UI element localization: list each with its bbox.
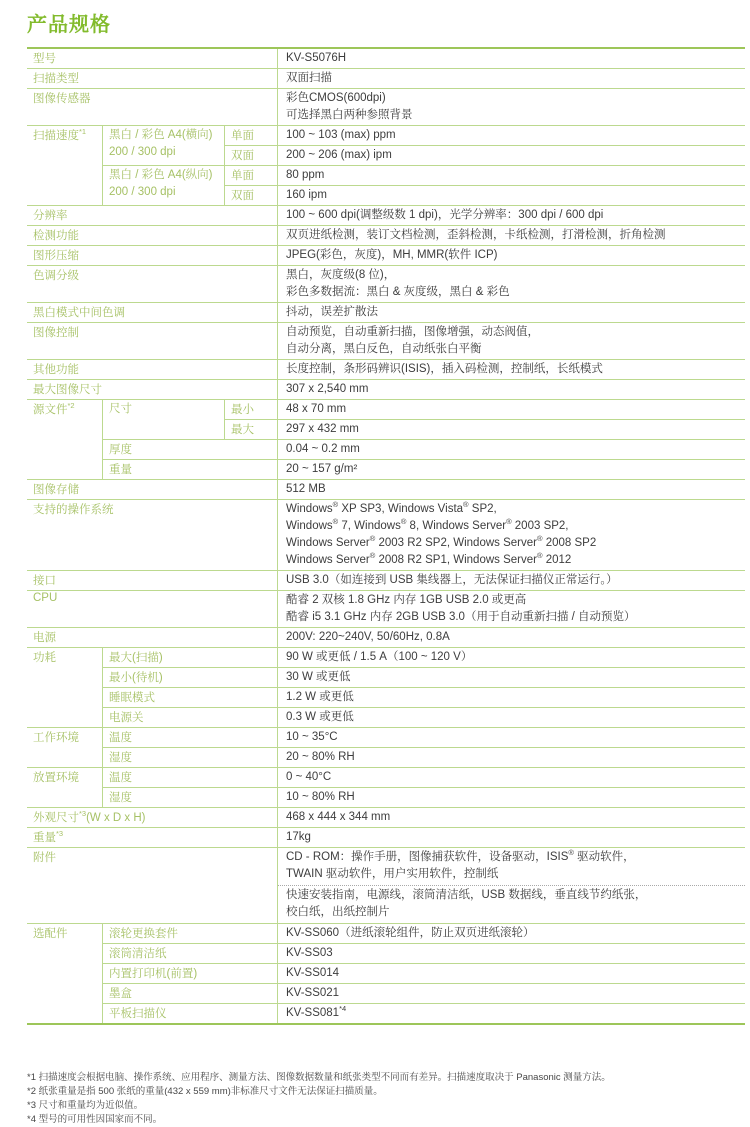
spec-row <box>27 88 745 125</box>
registered-mark: ® <box>506 517 512 527</box>
row-value: 17kg <box>286 831 311 843</box>
spec-row <box>27 807 745 827</box>
row-value: 297 x 432 mm <box>286 423 359 435</box>
row-value <box>278 848 745 923</box>
row-value: 10 ~ 80% RH <box>286 791 355 803</box>
row-label: 其他功能 <box>27 360 278 379</box>
sub-sub-label: 单面 <box>225 166 278 185</box>
registered-mark: ® <box>369 534 376 544</box>
sub-label: 黑白 / 彩色 A4(横向) 200 / 300 dpi <box>103 126 225 165</box>
spec-row <box>27 359 745 379</box>
row-value: 468 x 444 x 344 mm <box>286 811 391 823</box>
row-label: CPU <box>27 591 278 627</box>
registered-mark: ® <box>536 551 543 561</box>
row-value: KV-SS03 <box>286 947 333 959</box>
row-value: 100 ~ 103 (max) ppm <box>286 129 396 141</box>
spec-row <box>27 647 745 727</box>
spec-row <box>27 727 745 767</box>
spec-row <box>27 923 745 1023</box>
row-label: 扫描类型 <box>27 69 278 88</box>
sub-row <box>225 419 745 439</box>
row-value: KV-SS060（进纸滚轮组件，防止双页进纸滚轮） <box>286 927 535 939</box>
group-row <box>103 787 745 807</box>
row-value: 酷睿 2 双核 1.8 GHz 内存 1GB USB 2.0 或更高 酷睿 i5 3.1 GHz 内存 2GB USB 3.0（用于自动重新扫描 / 自动预览） <box>286 594 636 623</box>
row-value: 1.2 W 或更低 <box>286 691 354 703</box>
row-label: 选配件 <box>27 924 103 1023</box>
row-value: 0 ~ 40°C <box>286 771 332 783</box>
row-value: 100 ~ 600 dpi(调整级数 1 dpi)，光学分辨率：300 dpi / 600 dpi <box>286 209 604 221</box>
group-row <box>103 648 745 667</box>
row-value: 20 ~ 157 g/m² <box>286 463 358 475</box>
row-label: 放置环境 <box>27 768 103 807</box>
spec-row <box>27 499 745 570</box>
spec-row <box>27 399 745 479</box>
row-value: KV-S5076H <box>286 52 347 64</box>
sub-label: 平板扫描仪 <box>103 1004 278 1023</box>
row-value: 200 ~ 206 (max) ipm <box>286 149 392 161</box>
row-label: 检测功能 <box>27 226 278 245</box>
row-label: 黑白模式中间色调 <box>27 303 278 322</box>
spec-row <box>27 627 745 647</box>
row-value: 20 ~ 80% RH <box>286 751 355 763</box>
sub-label: 最大(扫描) <box>103 648 278 667</box>
row-value: 48 x 70 mm <box>286 403 347 415</box>
row-value: 双面扫描 <box>286 72 332 84</box>
row-value: 80 ppm <box>286 169 325 181</box>
row-value: 0.04 ~ 0.2 mm <box>286 443 360 455</box>
row-label: 分辨率 <box>27 206 278 225</box>
row-label: 工作环境 <box>27 728 103 767</box>
row-label: 型号 <box>27 49 278 68</box>
sub-row <box>225 400 745 419</box>
row-label: 外观尺寸$^{*3}$(W x D x H) <box>27 808 278 827</box>
group-row <box>103 126 745 165</box>
footnote: *3 尺寸和重量均为近似值。 <box>27 1100 144 1111</box>
sub-label: 湿度 <box>103 748 278 767</box>
spec-row <box>27 302 745 322</box>
row-value: 双页进纸检测，装订文档检测，歪斜检测，卡纸检测，打滑检测，折角检测 <box>286 229 666 241</box>
row-value: 0.3 W 或更低 <box>286 711 354 723</box>
sub-row <box>225 145 745 165</box>
spec-row <box>27 205 745 225</box>
row-value: 30 W 或更低 <box>286 671 351 683</box>
row-label: 源文件$^{*2}$ <box>27 400 103 479</box>
group-row <box>103 983 745 1003</box>
registered-mark: ® <box>568 848 574 858</box>
group-row <box>103 687 745 707</box>
registered-mark: ® <box>332 517 339 527</box>
row-label: 附件 <box>27 848 278 923</box>
spec-row <box>27 265 745 302</box>
row-label: 扫描速度$^{*1}$ <box>27 126 103 205</box>
row-label: 电源 <box>27 628 278 647</box>
sub-sub-label: 双面 <box>225 146 278 165</box>
group-row <box>103 963 745 983</box>
group-row <box>103 459 745 479</box>
sub-label: 尺寸 <box>103 400 225 439</box>
row-value: 10 ~ 35°C <box>286 731 338 743</box>
group-row <box>103 667 745 687</box>
row-value: 512 MB <box>286 483 326 495</box>
value-block: 快速安装指南，电源线，滚筒清洁纸，USB 数据线，垂直线节约纸张， 校白纸，出纸控制片 <box>278 885 745 923</box>
registered-mark: ® <box>463 500 469 510</box>
sub-sub-label: 双面 <box>225 186 278 205</box>
sub-sub-label: 单面 <box>225 126 278 145</box>
spec-row <box>27 225 745 245</box>
row-value: JPEG(彩色，灰度)，MH, MMR(软件 ICP) <box>286 249 498 261</box>
sub-label: 黑白 / 彩色 A4(纵向) 200 / 300 dpi <box>103 166 225 205</box>
sub-label: 温度 <box>103 728 278 747</box>
spec-row <box>27 245 745 265</box>
row-label: 最大图像尺寸 <box>27 380 278 399</box>
group-row <box>103 439 745 459</box>
sub-sub-label: 最小 <box>225 400 278 419</box>
row-label: 图像传感器 <box>27 89 278 125</box>
group-row <box>103 768 745 787</box>
row-label: 支持的操作系统 <box>27 500 278 570</box>
row-value: 90 W 或更低 / 1.5 A（100 ~ 120 V） <box>286 651 473 663</box>
sub-label: 墨盒 <box>103 984 278 1003</box>
sub-label: 重量 <box>103 460 278 479</box>
footnote: *4 型号的可用性因国家而不同。 <box>27 1114 163 1125</box>
sub-label: 电源关 <box>103 708 278 727</box>
footnote: *2 纸张重量是指 500 张纸的重量(432 x 559 mm)非标准尺寸文件无法保证扫描质量。 <box>27 1086 383 1097</box>
row-label: 图形压缩 <box>27 246 278 265</box>
sub-row <box>225 166 745 185</box>
sub-label: 睡眠模式 <box>103 688 278 707</box>
sub-label: 湿度 <box>103 788 278 807</box>
row-label: 图像控制 <box>27 323 278 359</box>
group-row <box>103 400 745 439</box>
row-label: 功耗 <box>27 648 103 727</box>
spec-row <box>27 590 745 627</box>
registered-mark: ® <box>369 551 376 561</box>
page-title: 产品规格 <box>27 14 111 36</box>
row-value: 200V: 220~240V, 50/60Hz, 0.8A <box>286 631 450 643</box>
row-value: 自动预览，自动重新扫描，图像增强，动态阀值， 自动分离，黑白反色，自动纸张白平衡 <box>286 326 539 355</box>
registered-mark: ® <box>332 500 339 510</box>
spec-row <box>27 767 745 807</box>
footnote: *1 扫描速度会根据电脑、操作系统、应用程序、测量方法、图像数据数量和纸张类型不同而有差异。扫描速度取决于 Panasonic 测量方法。 <box>27 1072 611 1083</box>
spec-row <box>27 68 745 88</box>
group-row <box>103 707 745 727</box>
sub-label: 厚度 <box>103 440 278 459</box>
row-label: 色调分级 <box>27 266 278 302</box>
group-row <box>103 943 745 963</box>
group-row <box>103 165 745 205</box>
spec-row <box>27 479 745 499</box>
group-row <box>103 924 745 943</box>
sub-row <box>225 185 745 205</box>
row-label: 图像存储 <box>27 480 278 499</box>
spec-row <box>27 322 745 359</box>
row-value: KV-SS081$^{*4}$ <box>286 1004 347 1019</box>
spec-row <box>27 570 745 590</box>
spec-table <box>27 47 745 1025</box>
spec-row <box>27 49 745 68</box>
spec-row <box>27 847 745 923</box>
sub-label: 滚轮更换套件 <box>103 924 278 943</box>
row-label: 重量$^{*3}$ <box>27 828 278 847</box>
footnotes <box>27 1071 745 1127</box>
row-value: KV-SS014 <box>286 967 340 979</box>
sub-label: 内置打印机(前置) <box>103 964 278 983</box>
group-row <box>103 747 745 767</box>
spec-row <box>27 827 745 847</box>
sub-sub-label: 最大 <box>225 420 278 439</box>
row-label: 接口 <box>27 571 278 590</box>
row-value: KV-SS021 <box>286 987 340 999</box>
sub-label: 温度 <box>103 768 278 787</box>
value-block: CD - ROM：操作手册，图像捕获软件，设备驱动，ISIS® 驱动软件， TWAIN 驱动软件，用户实用软件，控制纸 <box>286 848 635 880</box>
sub-label: 滚筒清洁纸 <box>103 944 278 963</box>
row-value: 160 ipm <box>286 189 327 201</box>
spec-row <box>27 379 745 399</box>
group-row <box>103 1003 745 1023</box>
registered-mark: ® <box>400 517 407 527</box>
sub-label: 最小(待机) <box>103 668 278 687</box>
row-value: 长度控制，条形码辨识(ISIS)，插入码检测，控制纸，长纸模式 <box>286 363 603 375</box>
row-value: Windows® XP SP3, Windows Vista® SP2, Windows® 7, Windows® 8, Windows Server® 2003 SP2, Windows Server® 2003 R2 SP2, Windows Server® 2008 SP2 Windows Server® 2008 R2 SP1, Windows Server® 2012 <box>286 500 597 566</box>
row-value: 彩色CMOS(600dpi) 可选择黑白两种参照背景 <box>286 92 413 121</box>
row-value: USB 3.0（如连接到 USB 集线器上，无法保证扫描仪正常运行。） <box>286 574 618 586</box>
row-value: 307 x 2,540 mm <box>286 383 369 395</box>
spec-row <box>27 125 745 205</box>
row-value: 黑白，灰度级(8 位)， 彩色多数据流：黑白 & 灰度级，黑白 & 彩色 <box>286 269 510 298</box>
registered-mark: ® <box>536 534 543 544</box>
row-value: 抖动，误差扩散法 <box>286 306 378 318</box>
group-row <box>103 728 745 747</box>
sub-row <box>225 126 745 145</box>
